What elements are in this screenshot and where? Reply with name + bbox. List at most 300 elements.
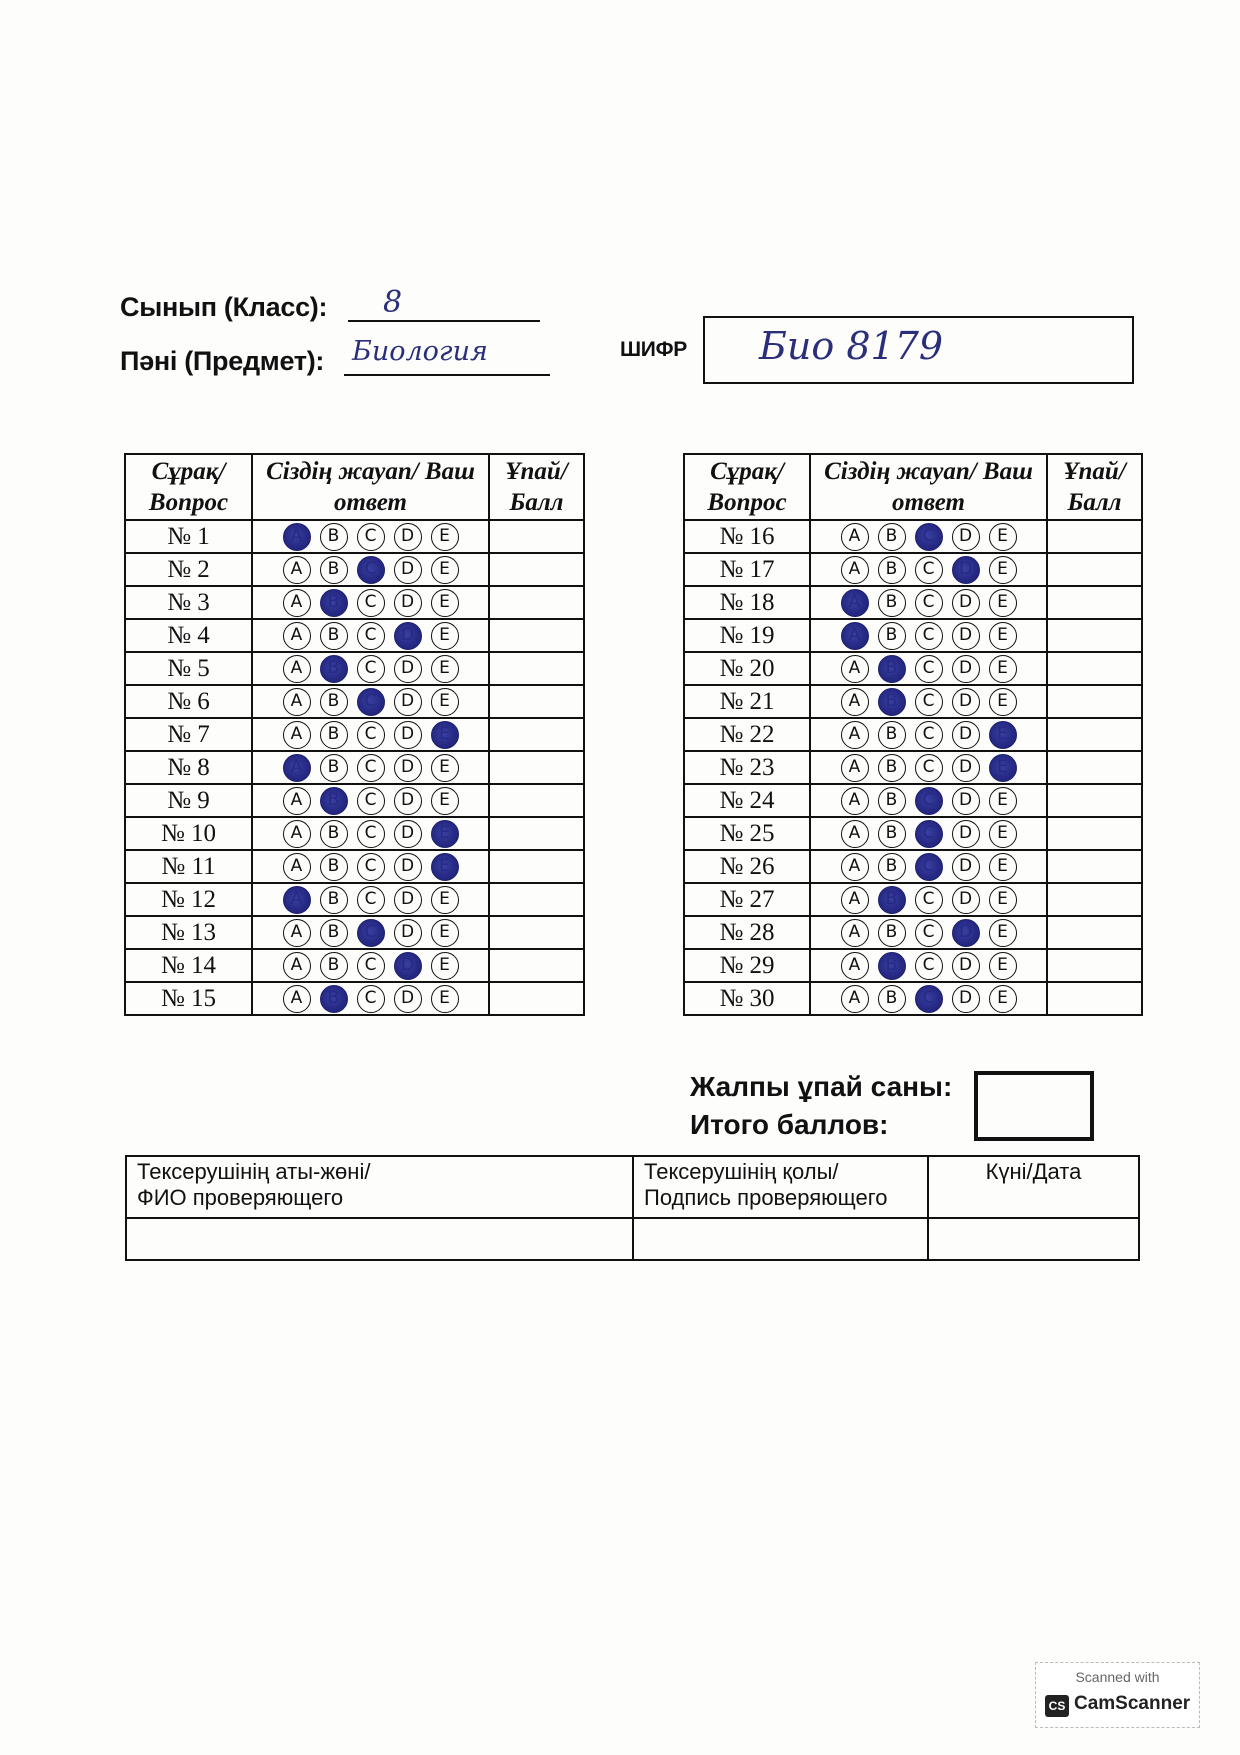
option-bubble-e[interactable]: E: [989, 754, 1017, 782]
answer-options: [810, 817, 1047, 850]
class-underline: [348, 320, 540, 322]
answer-options: [810, 751, 1047, 784]
question-number: № 13: [125, 916, 252, 949]
option-bubble-c[interactable]: C: [915, 589, 943, 617]
option-bubble-d[interactable]: D: [952, 853, 980, 881]
question-number: № 1: [125, 520, 252, 553]
option-bubble-e[interactable]: E: [431, 523, 459, 551]
option-bubble-c[interactable]: C: [915, 655, 943, 683]
option-bubble-d[interactable]: D: [394, 622, 422, 650]
option-bubble-b[interactable]: B: [878, 754, 906, 782]
answer-row: [125, 685, 584, 718]
answer-row: [684, 685, 1142, 718]
option-bubble-c[interactable]: C: [357, 688, 385, 716]
option-bubble-b[interactable]: B: [878, 688, 906, 716]
score-cell[interactable]: [489, 751, 584, 784]
option-bubble-b[interactable]: B: [878, 655, 906, 683]
option-bubble-d[interactable]: D: [394, 853, 422, 881]
option-bubble-d[interactable]: D: [952, 820, 980, 848]
question-number: № 4: [125, 619, 252, 652]
question-number: № 12: [125, 883, 252, 916]
option-bubble-a[interactable]: A: [841, 952, 869, 980]
answer-header: Сіздің жауап/ Ваш ответ: [810, 454, 1047, 520]
question-number: № 8: [125, 751, 252, 784]
option-bubble-b[interactable]: B: [320, 919, 348, 947]
answer-row: [684, 520, 1142, 553]
checker-date-header: [928, 1156, 1139, 1218]
option-bubble-b[interactable]: B: [878, 853, 906, 881]
answer-row: [684, 883, 1142, 916]
option-bubble-a[interactable]: A: [841, 721, 869, 749]
option-bubble-b[interactable]: B: [878, 985, 906, 1013]
total-label-ru: Итого баллов:: [690, 1109, 889, 1140]
option-bubble-e[interactable]: E: [989, 721, 1017, 749]
answer-row: [684, 586, 1142, 619]
option-bubble-a[interactable]: A: [283, 787, 311, 815]
option-bubble-c[interactable]: C: [357, 886, 385, 914]
code-box[interactable]: [703, 316, 1134, 384]
option-bubble-d[interactable]: D: [952, 622, 980, 650]
option-bubble-a[interactable]: A: [283, 622, 311, 650]
option-bubble-e[interactable]: E: [989, 655, 1017, 683]
question-number: № 25: [684, 817, 810, 850]
score-cell[interactable]: [1047, 949, 1142, 982]
option-bubble-d[interactable]: D: [952, 556, 980, 584]
option-bubble-a[interactable]: A: [283, 919, 311, 947]
checker-sign-header-ru: Подпись проверяющего: [644, 1185, 888, 1210]
option-bubble-a[interactable]: A: [283, 853, 311, 881]
question-number: № 18: [684, 586, 810, 619]
option-bubble-d[interactable]: D: [394, 787, 422, 815]
question-number: № 17: [684, 553, 810, 586]
option-bubble-b[interactable]: B: [878, 787, 906, 815]
question-number: № 3: [125, 586, 252, 619]
option-bubble-c[interactable]: C: [357, 523, 385, 551]
score-cell[interactable]: [489, 685, 584, 718]
option-bubble-e[interactable]: E: [989, 622, 1017, 650]
answer-row: [125, 817, 584, 850]
option-bubble-e[interactable]: E: [989, 556, 1017, 584]
option-bubble-b[interactable]: B: [320, 589, 348, 617]
question-number: № 7: [125, 718, 252, 751]
option-bubble-b[interactable]: B: [320, 886, 348, 914]
option-bubble-b[interactable]: B: [320, 820, 348, 848]
option-bubble-c[interactable]: C: [357, 655, 385, 683]
option-bubble-c[interactable]: C: [915, 985, 943, 1013]
option-bubble-e[interactable]: E: [431, 787, 459, 815]
option-bubble-b[interactable]: B: [878, 721, 906, 749]
option-bubble-a[interactable]: A: [841, 688, 869, 716]
option-bubble-c[interactable]: C: [357, 919, 385, 947]
option-bubble-a[interactable]: A: [841, 886, 869, 914]
question-number: № 28: [684, 916, 810, 949]
question-number: № 14: [125, 949, 252, 982]
option-bubble-e[interactable]: E: [431, 589, 459, 617]
checker-date-header-label: Күні/Дата: [985, 1159, 1082, 1184]
answer-options: [252, 718, 489, 751]
answer-row: [125, 850, 584, 883]
score-cell[interactable]: [489, 883, 584, 916]
answer-row: [684, 784, 1142, 817]
option-bubble-d[interactable]: D: [394, 655, 422, 683]
score-cell[interactable]: [489, 553, 584, 586]
option-bubble-b[interactable]: B: [320, 622, 348, 650]
score-cell[interactable]: [489, 982, 584, 1015]
option-bubble-d[interactable]: D: [394, 556, 422, 584]
answer-options: [810, 652, 1047, 685]
option-bubble-a[interactable]: A: [283, 985, 311, 1013]
option-bubble-b[interactable]: B: [878, 589, 906, 617]
score-cell[interactable]: [489, 850, 584, 883]
option-bubble-d[interactable]: D: [952, 589, 980, 617]
score-cell[interactable]: [1047, 883, 1142, 916]
option-bubble-d[interactable]: D: [952, 919, 980, 947]
answer-options: [810, 586, 1047, 619]
score-cell[interactable]: [1047, 619, 1142, 652]
question-number: № 26: [684, 850, 810, 883]
option-bubble-c[interactable]: C: [915, 886, 943, 914]
answer-row: [684, 553, 1142, 586]
answer-options: [810, 784, 1047, 817]
answer-row: [125, 751, 584, 784]
option-bubble-b[interactable]: B: [320, 721, 348, 749]
option-bubble-e[interactable]: E: [431, 655, 459, 683]
checker-sign-cell[interactable]: [633, 1218, 928, 1260]
option-bubble-e[interactable]: E: [431, 919, 459, 947]
camscanner-logo-icon: CS: [1045, 1695, 1069, 1717]
option-bubble-c[interactable]: C: [915, 721, 943, 749]
option-bubble-d[interactable]: D: [952, 886, 980, 914]
option-bubble-c[interactable]: C: [357, 853, 385, 881]
score-cell[interactable]: [1047, 982, 1142, 1015]
option-bubble-b[interactable]: B: [878, 523, 906, 551]
score-cell[interactable]: [489, 784, 584, 817]
checker-date-cell[interactable]: [928, 1218, 1139, 1260]
score-cell[interactable]: [1047, 685, 1142, 718]
option-bubble-b[interactable]: B: [320, 952, 348, 980]
answer-row: [684, 751, 1142, 784]
question-number: № 16: [684, 520, 810, 553]
answer-row: [125, 916, 584, 949]
question-number: № 30: [684, 982, 810, 1015]
option-bubble-e[interactable]: E: [989, 952, 1017, 980]
option-bubble-e[interactable]: E: [989, 853, 1017, 881]
score-cell[interactable]: [489, 520, 584, 553]
scanner-watermark-top: Scanned with: [1075, 1669, 1160, 1685]
score-cell[interactable]: [1047, 553, 1142, 586]
subject-value[interactable]: Биология: [352, 336, 488, 367]
score-cell[interactable]: [489, 619, 584, 652]
answer-row: [125, 883, 584, 916]
question-number: № 22: [684, 718, 810, 751]
answer-options: [252, 751, 489, 784]
option-bubble-a[interactable]: A: [283, 523, 311, 551]
score-cell[interactable]: [1047, 652, 1142, 685]
answer-options: [810, 916, 1047, 949]
answer-options: [252, 982, 489, 1015]
score-cell[interactable]: [489, 817, 584, 850]
question-number: № 10: [125, 817, 252, 850]
option-bubble-c[interactable]: C: [357, 589, 385, 617]
option-bubble-e[interactable]: E: [431, 820, 459, 848]
answer-row: [125, 652, 584, 685]
option-bubble-a[interactable]: A: [841, 787, 869, 815]
answer-row: [684, 718, 1142, 751]
question-number: № 2: [125, 553, 252, 586]
checker-sign-header-kz: Тексерушінің қолы/: [644, 1159, 839, 1184]
option-bubble-b[interactable]: B: [878, 622, 906, 650]
question-header: Сұрақ/ Вопрос: [125, 454, 252, 520]
option-bubble-e[interactable]: E: [431, 688, 459, 716]
answer-row: [684, 949, 1142, 982]
option-bubble-e[interactable]: E: [431, 556, 459, 584]
checker-name-header: [126, 1156, 633, 1218]
checker-name-header-ru: ФИО проверяющего: [137, 1185, 344, 1210]
option-bubble-d[interactable]: D: [952, 985, 980, 1013]
option-bubble-c[interactable]: C: [915, 787, 943, 815]
class-label: Сынып (Класс):: [120, 292, 328, 322]
option-bubble-b[interactable]: B: [878, 919, 906, 947]
option-bubble-c[interactable]: C: [915, 523, 943, 551]
option-bubble-d[interactable]: D: [952, 754, 980, 782]
option-bubble-d[interactable]: D: [952, 721, 980, 749]
code-value: Био 8179: [759, 324, 944, 368]
answer-row: [125, 586, 584, 619]
score-cell[interactable]: [489, 916, 584, 949]
class-value[interactable]: 8: [383, 285, 403, 320]
option-bubble-d[interactable]: D: [394, 820, 422, 848]
option-bubble-d[interactable]: D: [394, 985, 422, 1013]
score-cell[interactable]: [489, 652, 584, 685]
score-cell[interactable]: [1047, 520, 1142, 553]
total-score-box[interactable]: [974, 1071, 1094, 1141]
score-cell[interactable]: [489, 949, 584, 982]
answer-options: [252, 619, 489, 652]
option-bubble-d[interactable]: D: [394, 952, 422, 980]
answer-row: [125, 553, 584, 586]
score-cell[interactable]: [1047, 586, 1142, 619]
answer-row: [125, 949, 584, 982]
answer-options: [810, 883, 1047, 916]
answer-row: [684, 652, 1142, 685]
answer-options: [252, 850, 489, 883]
answer-options: [810, 520, 1047, 553]
answer-row: [125, 784, 584, 817]
score-cell[interactable]: [1047, 784, 1142, 817]
question-header: Сұрақ/ Вопрос: [684, 454, 810, 520]
option-bubble-a[interactable]: A: [841, 556, 869, 584]
option-bubble-b[interactable]: B: [320, 556, 348, 584]
option-bubble-a[interactable]: A: [841, 589, 869, 617]
option-bubble-c[interactable]: C: [357, 754, 385, 782]
option-bubble-e[interactable]: E: [989, 589, 1017, 617]
option-bubble-a[interactable]: A: [283, 721, 311, 749]
option-bubble-c[interactable]: C: [915, 622, 943, 650]
option-bubble-c[interactable]: C: [915, 754, 943, 782]
question-number: № 20: [684, 652, 810, 685]
option-bubble-e[interactable]: E: [431, 853, 459, 881]
code-label: ШИФР: [620, 338, 687, 361]
subject-underline: [344, 374, 550, 376]
scanner-watermark: [1035, 1662, 1200, 1728]
score-cell[interactable]: [1047, 850, 1142, 883]
option-bubble-a[interactable]: A: [841, 985, 869, 1013]
option-bubble-a[interactable]: A: [283, 688, 311, 716]
option-bubble-b[interactable]: B: [320, 787, 348, 815]
option-bubble-d[interactable]: D: [952, 688, 980, 716]
option-bubble-c[interactable]: C: [915, 556, 943, 584]
option-bubble-b[interactable]: B: [320, 985, 348, 1013]
option-bubble-a[interactable]: A: [283, 655, 311, 683]
option-bubble-a[interactable]: A: [283, 820, 311, 848]
question-number: № 6: [125, 685, 252, 718]
question-number: № 24: [684, 784, 810, 817]
option-bubble-b[interactable]: B: [320, 688, 348, 716]
answer-table-right: [683, 453, 1143, 1016]
option-bubble-d[interactable]: D: [394, 754, 422, 782]
option-bubble-a[interactable]: A: [841, 622, 869, 650]
question-number: № 21: [684, 685, 810, 718]
answer-options: [810, 619, 1047, 652]
option-bubble-b[interactable]: B: [878, 556, 906, 584]
scanner-watermark-name: CamScanner: [1074, 1693, 1191, 1714]
question-number: № 9: [125, 784, 252, 817]
option-bubble-e[interactable]: E: [989, 919, 1017, 947]
checker-table: [125, 1155, 1140, 1261]
answer-row: [125, 982, 584, 1015]
answer-header: Сіздің жауап/ Ваш ответ: [252, 454, 489, 520]
option-bubble-a[interactable]: A: [841, 919, 869, 947]
question-number: № 5: [125, 652, 252, 685]
option-bubble-b[interactable]: B: [320, 655, 348, 683]
option-bubble-a[interactable]: A: [283, 754, 311, 782]
option-bubble-a[interactable]: A: [283, 952, 311, 980]
answer-options: [810, 949, 1047, 982]
answer-options: [810, 982, 1047, 1015]
option-bubble-b[interactable]: B: [878, 886, 906, 914]
answer-options: [252, 586, 489, 619]
option-bubble-d[interactable]: D: [394, 688, 422, 716]
option-bubble-a[interactable]: A: [283, 556, 311, 584]
option-bubble-c[interactable]: C: [915, 952, 943, 980]
answer-row: [684, 619, 1142, 652]
option-bubble-d[interactable]: D: [394, 886, 422, 914]
option-bubble-c[interactable]: C: [357, 820, 385, 848]
answer-options: [810, 718, 1047, 751]
option-bubble-e[interactable]: E: [989, 985, 1017, 1013]
option-bubble-d[interactable]: D: [394, 589, 422, 617]
option-bubble-a[interactable]: A: [283, 589, 311, 617]
option-bubble-a[interactable]: A: [841, 655, 869, 683]
total-label-kz: Жалпы ұпай саны:: [690, 1071, 953, 1102]
question-number: № 11: [125, 850, 252, 883]
score-header: Ұпай/ Балл: [489, 454, 584, 520]
option-bubble-c[interactable]: C: [915, 919, 943, 947]
option-bubble-d[interactable]: D: [952, 655, 980, 683]
score-cell[interactable]: [1047, 718, 1142, 751]
option-bubble-a[interactable]: A: [841, 523, 869, 551]
option-bubble-e[interactable]: E: [431, 886, 459, 914]
option-bubble-d[interactable]: D: [952, 952, 980, 980]
option-bubble-e[interactable]: E: [431, 622, 459, 650]
option-bubble-e[interactable]: E: [989, 820, 1017, 848]
option-bubble-c[interactable]: C: [357, 985, 385, 1013]
option-bubble-a[interactable]: A: [841, 754, 869, 782]
option-bubble-c[interactable]: C: [357, 787, 385, 815]
question-number: № 29: [684, 949, 810, 982]
answer-options: [252, 553, 489, 586]
option-bubble-b[interactable]: B: [878, 952, 906, 980]
answer-row: [125, 718, 584, 751]
option-bubble-d[interactable]: D: [952, 523, 980, 551]
answer-options: [252, 784, 489, 817]
option-bubble-c[interactable]: C: [915, 820, 943, 848]
option-bubble-e[interactable]: E: [989, 886, 1017, 914]
option-bubble-b[interactable]: B: [320, 523, 348, 551]
option-bubble-c[interactable]: C: [357, 721, 385, 749]
option-bubble-c[interactable]: C: [357, 556, 385, 584]
question-number: № 23: [684, 751, 810, 784]
score-cell[interactable]: [489, 718, 584, 751]
score-cell[interactable]: [489, 586, 584, 619]
option-bubble-c[interactable]: C: [357, 952, 385, 980]
option-bubble-c[interactable]: C: [357, 622, 385, 650]
option-bubble-b[interactable]: B: [878, 820, 906, 848]
option-bubble-e[interactable]: E: [431, 985, 459, 1013]
option-bubble-d[interactable]: D: [394, 721, 422, 749]
answer-options: [810, 685, 1047, 718]
question-number: № 27: [684, 883, 810, 916]
option-bubble-e[interactable]: E: [431, 721, 459, 749]
answer-row: [125, 520, 584, 553]
score-cell[interactable]: [1047, 817, 1142, 850]
option-bubble-d[interactable]: D: [394, 523, 422, 551]
answer-row: [684, 982, 1142, 1015]
answer-options: [252, 916, 489, 949]
score-cell[interactable]: [1047, 751, 1142, 784]
option-bubble-a[interactable]: A: [283, 886, 311, 914]
option-bubble-b[interactable]: B: [320, 754, 348, 782]
option-bubble-e[interactable]: E: [431, 754, 459, 782]
answer-row: [684, 916, 1142, 949]
checker-sign-header: [633, 1156, 928, 1218]
answer-options: [252, 685, 489, 718]
option-bubble-e[interactable]: E: [989, 523, 1017, 551]
subject-label: Пәні (Предмет):: [120, 346, 325, 376]
answer-options: [252, 652, 489, 685]
score-header: Ұпай/ Балл: [1047, 454, 1142, 520]
option-bubble-e[interactable]: E: [989, 787, 1017, 815]
option-bubble-d[interactable]: D: [394, 919, 422, 947]
option-bubble-d[interactable]: D: [952, 787, 980, 815]
answer-row: [684, 817, 1142, 850]
option-bubble-a[interactable]: A: [841, 820, 869, 848]
option-bubble-c[interactable]: C: [915, 688, 943, 716]
option-bubble-a[interactable]: A: [841, 853, 869, 881]
answer-options: [252, 949, 489, 982]
score-cell[interactable]: [1047, 916, 1142, 949]
question-number: № 19: [684, 619, 810, 652]
answer-row: [125, 619, 584, 652]
option-bubble-e[interactable]: E: [989, 688, 1017, 716]
checker-name-cell[interactable]: [126, 1218, 633, 1260]
option-bubble-c[interactable]: C: [915, 853, 943, 881]
option-bubble-e[interactable]: E: [431, 952, 459, 980]
answer-row: [684, 850, 1142, 883]
option-bubble-b[interactable]: B: [320, 853, 348, 881]
answer-options: [810, 850, 1047, 883]
checker-name-header-kz: Тексерушінің аты-жөні/: [137, 1159, 371, 1184]
